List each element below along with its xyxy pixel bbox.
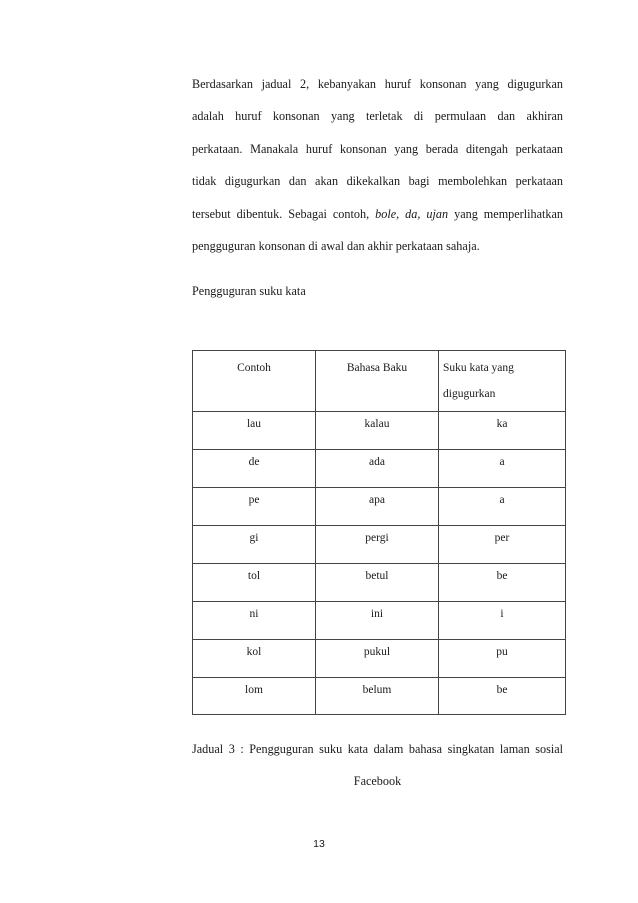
example-words: bole, da, ujan <box>375 206 449 221</box>
body-paragraph <box>192 68 563 262</box>
page-number: 13 <box>313 838 325 850</box>
table-cell: betul <box>316 564 439 602</box>
table-cell: ni <box>193 602 316 640</box>
table-cell: gi <box>193 526 316 564</box>
table-cell: pergi <box>316 526 439 564</box>
section-heading: Pengguguran suku kata <box>192 284 306 298</box>
table-cell: de <box>193 450 316 488</box>
table-row <box>193 602 566 640</box>
table-cell: kol <box>193 640 316 678</box>
table-cell: belum <box>316 678 439 715</box>
table-cell: ini <box>316 602 439 640</box>
table-row <box>193 640 566 678</box>
table-row <box>193 526 566 564</box>
table-row <box>193 488 566 526</box>
paragraph-line: tidak digugurkan dan akan dikekalkan bagi membolehkan perkataan <box>192 174 563 189</box>
table-cell: pe <box>193 488 316 526</box>
table-caption <box>192 733 563 797</box>
header-suku-kata <box>439 351 566 412</box>
table-cell: a <box>439 450 566 488</box>
table-cell: tol <box>193 564 316 602</box>
table-cell: kalau <box>316 412 439 450</box>
caption-line: Facebook <box>353 774 402 788</box>
table-row <box>193 678 566 715</box>
table-row <box>193 412 566 450</box>
table-cell: pukul <box>316 640 439 678</box>
table-cell: ada <box>316 450 439 488</box>
table-cell: ka <box>439 412 566 450</box>
paragraph-line: pengguguran konsonan di awal dan akhir perkataan sahaja. <box>192 239 480 254</box>
table-row <box>193 564 566 602</box>
header-contoh: Contoh <box>193 351 316 412</box>
table-cell: lom <box>193 678 316 715</box>
paragraph-line <box>192 198 563 230</box>
table-cell: be <box>439 678 566 715</box>
table-cell: a <box>439 488 566 526</box>
table-cell: i <box>439 602 566 640</box>
header-bahasa-baku: Bahasa Baku <box>316 351 439 412</box>
table-header-row <box>193 351 566 412</box>
table-cell: pu <box>439 640 566 678</box>
paragraph-line: adalah huruf konsonan yang terletak di permulaan dan akhiran <box>192 109 563 124</box>
table-cell: be <box>439 564 566 602</box>
paragraph-line: perkataan. Manakala huruf konsonan yang berada ditengah perkataan <box>192 141 563 156</box>
table-cell: per <box>439 526 566 564</box>
syllable-table <box>192 350 566 715</box>
table-cell: apa <box>316 488 439 526</box>
paragraph-text: tersebut dibentuk. Sebagai contoh, <box>192 206 376 221</box>
header-line: digugurkan <box>443 388 496 400</box>
table-cell: lau <box>193 412 316 450</box>
paragraph-text: yang memperlihatkan <box>448 206 563 221</box>
caption-line: Jadual 3 : Pengguguran suku kata dalam bahasa singkatan laman sosial <box>192 742 563 756</box>
table-row <box>193 450 566 488</box>
paragraph-line: Berdasarkan jadual 2, kebanyakan huruf konsonan yang digugurkan <box>192 77 563 91</box>
header-line: Suku kata yang <box>443 362 514 374</box>
